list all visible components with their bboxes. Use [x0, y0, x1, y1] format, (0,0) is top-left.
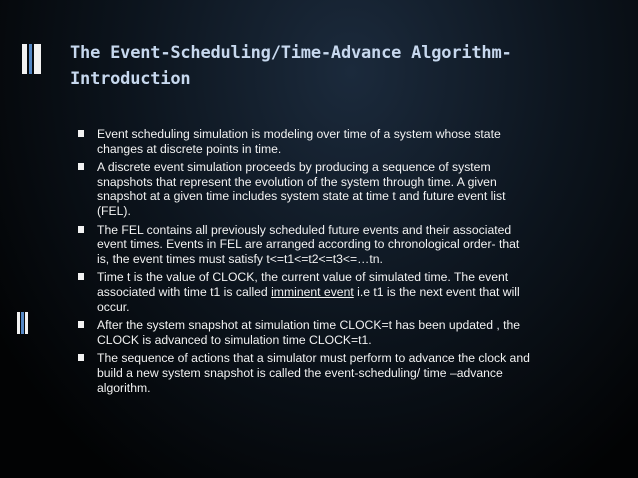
decor-bar	[17, 312, 20, 334]
decor-bar	[25, 312, 28, 334]
bullet-line-with-underline: associated with time t1 is called imminent event i.e t1 is the next event that will	[97, 284, 520, 299]
bullet-item: Event scheduling simulation is modeling over time of a system whose state changes at discrete points in time.	[78, 127, 618, 156]
bullet-square-icon	[78, 321, 84, 328]
bullet-list	[78, 127, 618, 399]
bullet-square-icon	[78, 273, 84, 280]
decor-bar	[34, 44, 41, 74]
bullet-item: After the system snapshot at simulation time CLOCK=t has been updated , the CLOCK is advanced to simulation time CLOCK=t1.	[78, 318, 618, 347]
decor-bar	[21, 312, 24, 334]
bullet-square-icon	[78, 163, 84, 170]
bullet-square-icon	[78, 130, 84, 137]
title-line: Introduction	[70, 69, 191, 89]
bullet-item: A discrete event simulation proceeds by producing a sequence of system snapshots that represent the evolution of the system through time. A given snapshot at a given time includes system state at time t and future event list (FEL).	[78, 160, 618, 218]
bullet-square-icon	[78, 354, 84, 361]
imminent-event-term: imminent event	[271, 284, 354, 299]
bullet-square-icon	[78, 226, 84, 233]
title-line: The Event-Scheduling/Time-Advance Algorithm-	[70, 43, 512, 63]
decor-bar	[29, 44, 32, 74]
slide-title	[70, 40, 590, 92]
bullet-item: The sequence of actions that a simulator must perform to advance the clock and build a new system snapshot is called the event-scheduling/ time –advance algorithm.	[78, 351, 618, 395]
bullet-item: Time t is the value of CLOCK, the current value of simulated time. The event associated with time t1 is called imminent event i.e t1 is the next event that will occur.	[78, 270, 618, 314]
bullet-item: The FEL contains all previously scheduled future events and their associated event times. Events in FEL are arranged according to chronological order- that is, the event times must satisfy t<=t1<=t2<=t3<=…tn.	[78, 223, 618, 267]
decor-bar	[22, 44, 27, 74]
